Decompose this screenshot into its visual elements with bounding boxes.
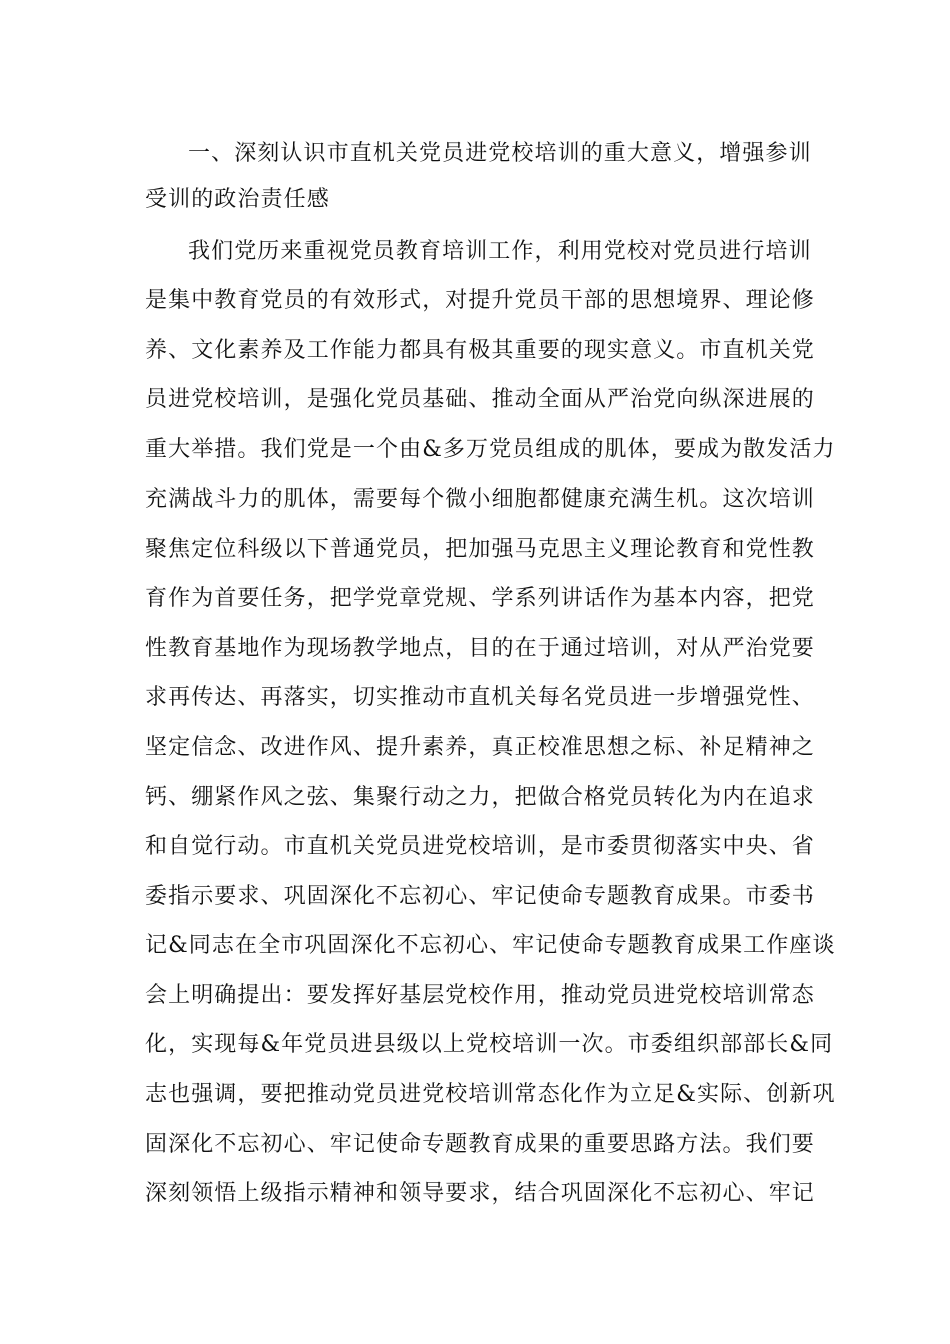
paragraph-line: 充满战斗力的肌体，需要每个微小细胞都健康充满生机。这次培训: [145, 487, 815, 512]
section-heading-line-1: 一、深刻认识市直机关党员进党校培训的重大意义，增强参训: [188, 141, 812, 166]
paragraph-line: 性教育基地作为现场教学地点，目的在于通过培训，对从严治党要: [145, 636, 815, 661]
paragraph-line: 钙、绷紧作风之弦、集聚行动之力，把做合格党员转化为内在追求: [145, 785, 815, 810]
paragraph-line: 深刻领悟上级指示精神和领导要求，结合巩固深化不忘初心、牢记: [145, 1181, 815, 1206]
paragraph-line: 会上明确提出：要发挥好基层党校作用，推动党员进党校培训常态: [145, 983, 815, 1008]
paragraph-line: 求再传达、再落实，切实推动市直机关每名党员进一步增强党性、: [145, 685, 815, 710]
paragraph-line: 委指示要求、巩固深化不忘初心、牢记使命专题教育成果。市委书: [145, 884, 815, 909]
paragraph-line: 和自觉行动。市直机关党员进党校培训，是市委贯彻落实中央、省: [145, 834, 815, 859]
paragraph-line: 我们党历来重视党员教育培训工作，利用党校对党员进行培训: [188, 239, 812, 264]
paragraph-line: 育作为首要任务，把学党章党规、学系列讲话作为基本内容，把党: [145, 586, 815, 611]
paragraph-line: 坚定信念、改进作风、提升素养，真正校准思想之标、补足精神之: [145, 735, 815, 760]
paragraph-line: 志也强调，要把推动党员进党校培训常态化作为立足&实际、创新巩: [145, 1082, 836, 1107]
paragraph-line: 聚焦定位科级以下普通党员，把加强马克思主义理论教育和党性教: [145, 537, 815, 562]
paragraph-line: 员进党校培训，是强化党员基础、推动全面从严治党向纵深进展的: [145, 387, 815, 412]
paragraph-line: 固深化不忘初心、牢记使命专题教育成果的重要思路方法。我们要: [145, 1132, 815, 1157]
paragraph-line: 记&同志在全市巩固深化不忘初心、牢记使命专题教育成果工作座谈: [145, 933, 836, 958]
paragraph-line: 化，实现每&年党员进县级以上党校培训一次。市委组织部部长&同: [145, 1032, 834, 1057]
paragraph-line: 养、文化素养及工作能力都具有极其重要的现实意义。市直机关党: [145, 338, 815, 363]
paragraph-line: 重大举措。我们党是一个由&多万党员组成的肌体，要成为散发活力: [145, 437, 836, 462]
section-heading-line-2: 受训的政治责任感: [145, 187, 330, 212]
paragraph-line: 是集中教育党员的有效形式，对提升党员干部的思想境界、理论修: [145, 288, 815, 313]
